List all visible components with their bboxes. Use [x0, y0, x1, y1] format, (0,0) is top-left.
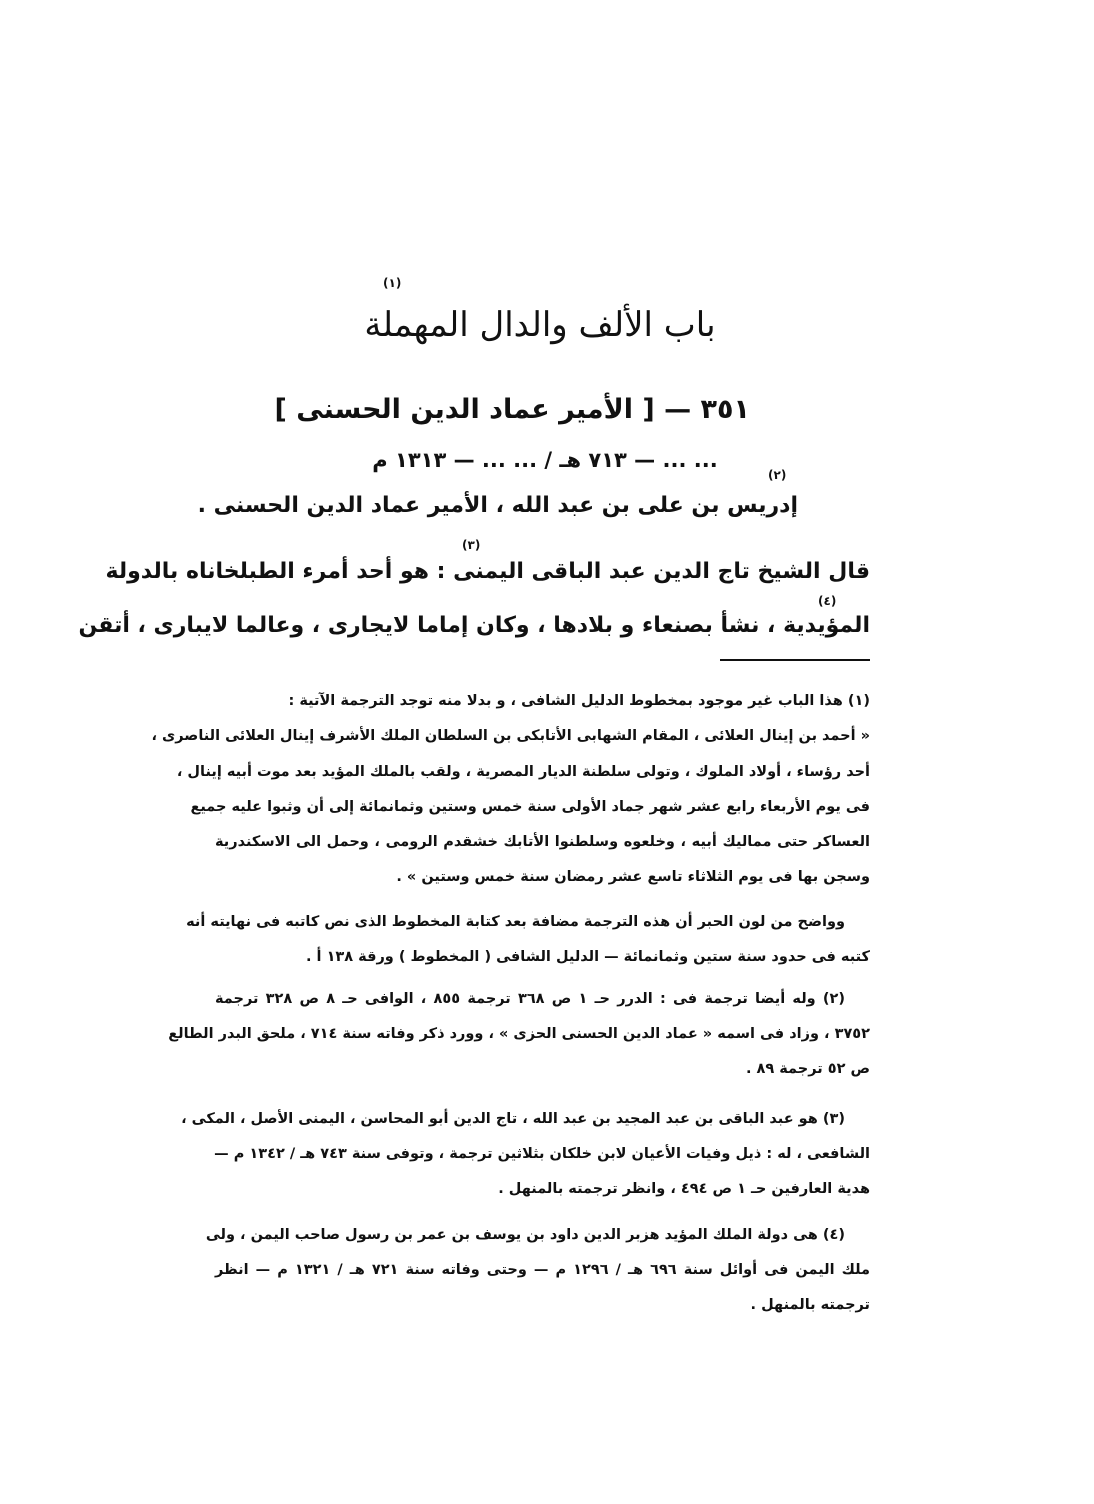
footnote-4-line: (٤) هى دولة الملك المؤيد هزبر الدين داود بن يوسف بن عمر بن رسول صاحب اليمن ، ولى: [205, 1227, 845, 1243]
footnote-3-line: الشافعى ، له : ذيل وفيات الأعيان لابن خلكان بثلاثين ترجمة ، وتوفى سنة ٧٤٣ هـ / ١٣٤٢ م —: [214, 1146, 870, 1162]
footnote-1-para-line: كتبه فى حدود سنة ستين وثمانمائة — الدليل الشافى ( المخطوط ) ورقة ١٣٨ أ .: [305, 949, 870, 965]
footnote-1-line: وسجن بها فى يوم الثلاثاء تاسع عشر رمضان سنة خمس وستين » .: [396, 869, 870, 885]
body-note-ref-4: (٤): [818, 594, 837, 608]
name-note-ref: (٢): [768, 468, 787, 482]
footnote-2-line: (٢) وله أيضا ترجمة فى : الدرر حـ ١ ص ٣٦٨ ترجمة ٨٥٥ ، الوافى حـ ٨ ص ٣٢٨ ترجمة: [215, 991, 846, 1007]
footnote-1-line: « أحمد بن إينال العلائى ، المقام الشهابى الأتابكى بن السلطان الملك الأشرف إينال العلائى الناصرى ،: [151, 728, 870, 744]
body-line: قال الشيخ تاج الدين عبد الباقى اليمنى : هو أحد أمرء الطبلخاناه بالدولة: [105, 559, 870, 584]
entry-heading: ٣٥١ — [ الأمير عماد الدين الحسنى ]: [274, 394, 750, 425]
chapter-note-ref: (١): [383, 276, 402, 290]
footnote-1-para-line: وواضح من لون الحبر أن هذه الترجمة مضافة بعد كتابة المخطوط الذى نص كاتبه فى نهايته أنه: [186, 914, 845, 930]
footnote-1-line: (١) هذا الباب غير موجود بمخطوط الدليل الشافى ، و بدلا منه توجد الترجمة الآتية :: [288, 693, 870, 709]
entry-name-line: إدريس بن على بن عبد الله ، الأمير عماد الدين الحسنى .: [197, 493, 798, 518]
body-note-ref-3: (٣): [462, 538, 481, 552]
chapter-title: باب الألف والدال المهملة: [364, 305, 716, 345]
body-line: المؤيدية ، نشأ بصنعاء و بلادها ، وكان إماما لايجارى ، وعالما لايبارى ، أتقن: [78, 613, 870, 638]
footnote-4-line: ملك اليمن فى أوائل سنة ٦٩٦ هـ / ١٢٩٦ م — وحتى وفاته سنة ٧٢١ هـ / ١٣٢١ م — انظر: [215, 1262, 871, 1278]
footnote-3-line: هدية العارفين حـ ١ ص ٤٩٤ ، وانظر ترجمته بالمنهل .: [498, 1181, 870, 1197]
footnote-2-line: ص ٥٢ ترجمة ٨٩ .: [745, 1061, 870, 1077]
entry-dates: ... ... — ٧١٣ هـ / ... ... — ١٣١٣ م: [372, 448, 718, 472]
footnote-4-line: ترجمته بالمنهل .: [750, 1297, 870, 1313]
footnote-1-line: العساكر حتى مماليك أبيه ، وخلعوه وسلطنوا الأتابك خشقدم الرومى ، وحمل الى الاسكندرية: [215, 834, 870, 850]
footnote-2-line: ٣٧٥٢ ، وزاد فى اسمه « عماد الدين الحسنى الحزى » ، وورد ذكر وفاته سنة ٧١٤ ، ملحق البدر الطالع: [168, 1026, 870, 1042]
footnote-1-line: أحد رؤساء ، أولاد الملوك ، وتولى سلطنة الديار المصرية ، ولقب بالملك المؤيد بعد موت أبيه إينال ،: [176, 764, 870, 780]
footnote-3-line: (٣) هو عبد الباقى بن عبد المجيد بن عبد الله ، تاج الدين أبو المحاسن ، اليمنى الأصل ، المكى ،: [181, 1111, 845, 1127]
footnote-1-line: فى يوم الأربعاء رابع عشر شهر جماد الأولى سنة خمس وستين وثمانمائة إلى أن وثبوا عليه جميع: [190, 799, 870, 815]
footnote-separator: [720, 659, 870, 661]
